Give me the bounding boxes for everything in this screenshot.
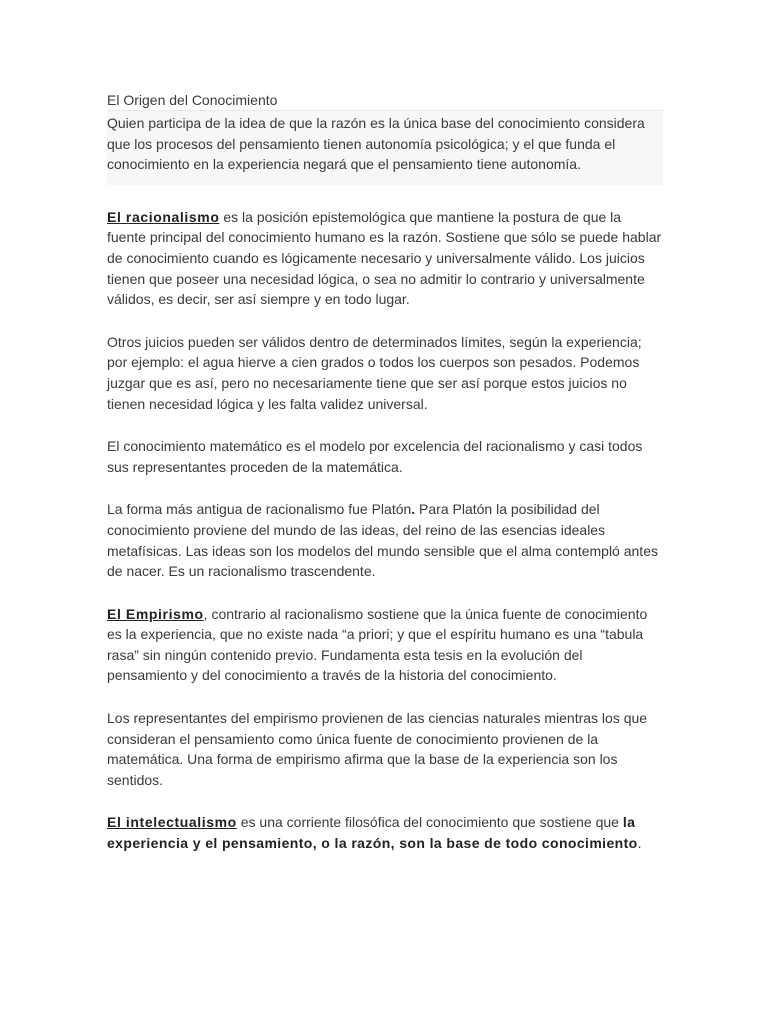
intelectualismo-strong: la experiencia y el pensamiento, o la razón, son la base de todo conocimiento — [107, 814, 638, 852]
matematico-paragraph: El conocimiento matemático es el modelo por excelencia del racionalismo y casi todos sus representantes proceden de la matemática. — [107, 438, 643, 475]
empirismo-paragraph — [107, 604, 663, 686]
racionalismo-paragraph — [107, 207, 663, 310]
intelectualismo-text-before: es una corriente filosófica del conocimiento que sostiene que — [236, 814, 623, 831]
representantes-paragraph: Los representantes del empirismo provienen de las ciencias naturales mientras los que consideran el pensamiento como única fuente de conocimiento provienen de la matemática. Una forma de empirismo afirma que la base de la experiencia son los sentidos. — [107, 710, 648, 788]
empirismo-text: , contrario al racionalismo sostiene que la única fuente de conocimiento es la experiencia, que no existe nada “a priori; y que el espíritu humano es una “tabula rasa” sin ningún contenido previo. Fundamenta esta tesis en la evolución del pensamiento y del conocimiento a través de la historia del conocimiento. — [107, 605, 648, 684]
racionalismo-text: es la posición epistemológica que mantiene la postura de que la fuente principal del conocimiento humano es la razón. Sostiene que sólo se puede hablar de conocimiento cuando es lógicamente necesario y universalmente válido. Los juicios tienen que poseer una necesidad lógica, o sea no admitir lo contrario y universalmente válidos, es decir, ser así siempre y en todo lugar. — [107, 208, 662, 308]
intelectualismo-term: El intelectualismo — [107, 814, 237, 831]
document-title: El Origen del Conocimiento — [107, 90, 663, 111]
otros-juicios-paragraph: Otros juicios pueden ser válidos dentro de determinados límites, según la experiencia; por ejemplo: el agua hierve a cien grados o todos los cuerpos son pesados. Podemos juzgar que es así, pero no necesariamente tiene que ser así porque estos juicios no tienen necesidad lógica y les falta validez universal. — [107, 333, 642, 412]
document-page — [107, 90, 663, 876]
platon-text-before: La forma más antigua de racionalismo fue Platón — [107, 501, 412, 518]
platon-bold-dot: . — [411, 501, 416, 518]
platon-text-after: Para Platón la posibilidad del conocimiento proviene del mundo de las ideas, del reino de las esencias ideales metafísicas. Las ideas son los modelos del mundo sensible que el alma contempló antes de nacer. Es un racionalismo trascendente. — [107, 501, 658, 580]
platon-paragraph — [107, 499, 663, 581]
intelectualismo-text-after: . — [637, 835, 642, 852]
empirismo-term: El Empirismo — [107, 605, 204, 622]
racionalismo-term: El racionalismo — [107, 208, 220, 225]
intelectualismo-paragraph — [107, 812, 663, 853]
intro-paragraph: Quien participa de la idea de que la razón es la única base del conocimiento considera que los procesos del pensamiento tienen autonomía psicológica; y el que funda el conocimiento en la experiencia negará que el pensamiento tiene autonomía. — [107, 111, 663, 185]
